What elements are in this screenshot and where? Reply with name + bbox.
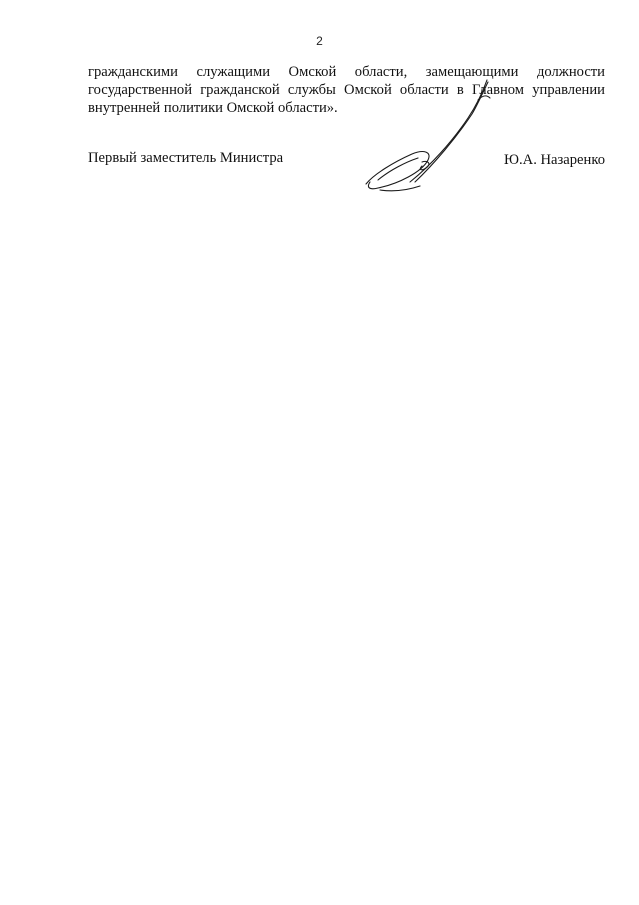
signature-block [88,149,605,173]
body-paragraph [88,63,605,117]
signatory-name: Ю.А. Назаренко [504,152,605,168]
body-line-3: внутренней политики Омской области». [88,100,338,116]
body-line-1: гражданскими служащими Омской области, замещающими должности [88,64,605,80]
body-line-2: государственной гражданской службы Омской области в Главном управлении [88,82,605,98]
handwritten-signature [360,78,500,200]
signatory-position: Первый заместитель Министра [88,150,284,166]
page-number: 2 [316,34,323,48]
